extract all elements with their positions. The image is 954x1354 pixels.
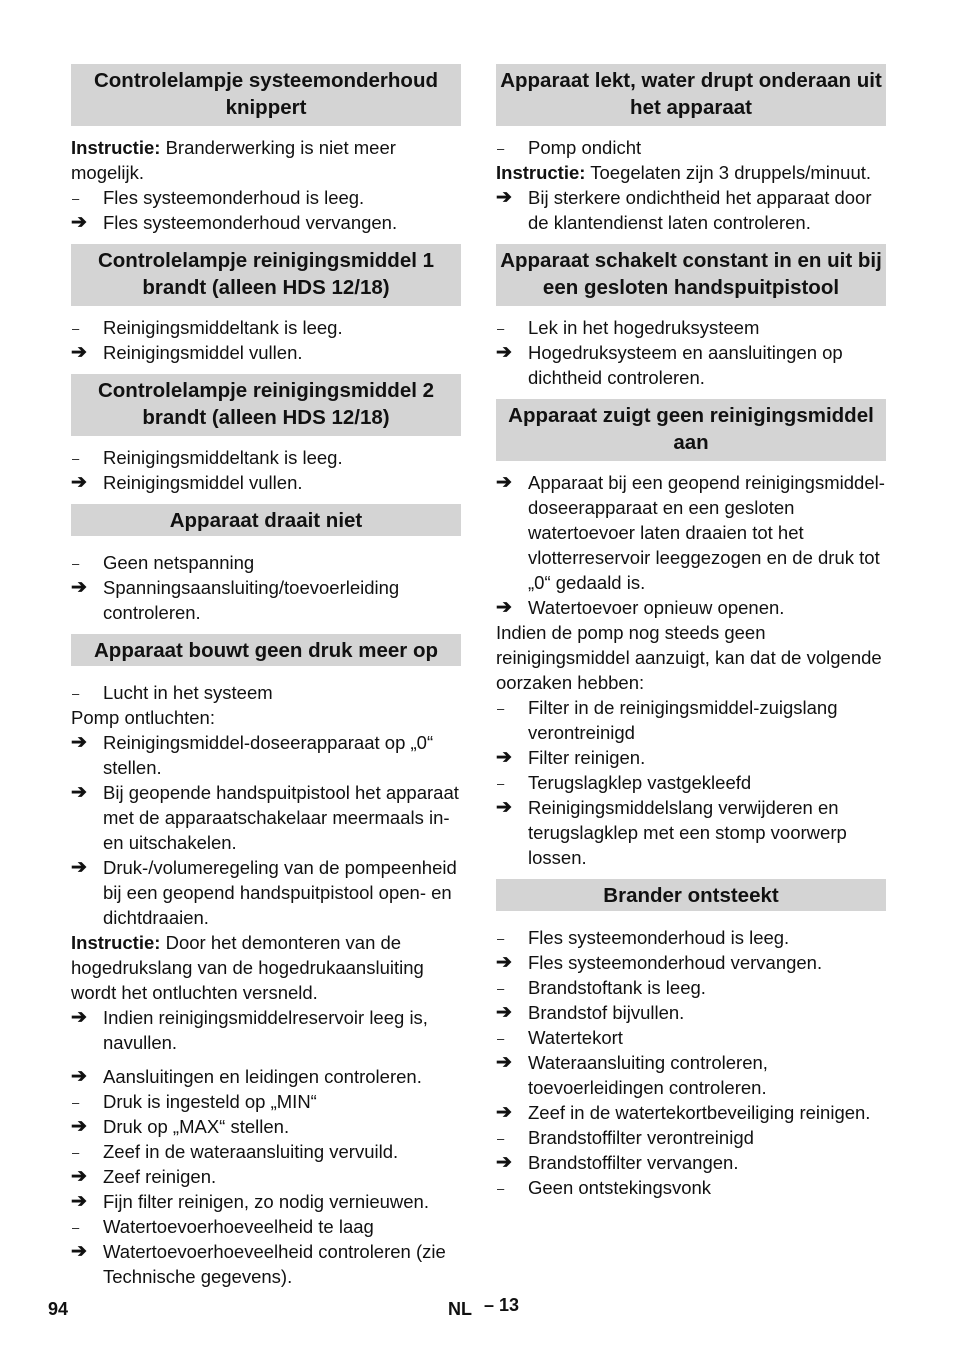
- body-text: Pomp ontluchten:: [71, 707, 215, 728]
- remedy-item: [71, 1239, 461, 1289]
- dash-bullet-icon: –: [72, 1220, 80, 1235]
- item-text: Watertoevoerhoeveelheid controleren (zie Technische gegevens).: [103, 1241, 446, 1287]
- page-footer: [0, 1297, 954, 1327]
- instruction-label: Instructie:: [71, 137, 161, 158]
- cause-item: [496, 315, 886, 340]
- remedy-item: [496, 795, 886, 870]
- arrow-right-icon: ➔: [496, 342, 512, 363]
- left-column: [71, 64, 461, 1289]
- right-column: [496, 64, 886, 1200]
- instruction-text: Branderwerking is niet meer mogelijk.: [71, 137, 396, 183]
- arrow-right-icon: ➔: [496, 797, 512, 818]
- item-text: Lucht in het systeem: [103, 682, 273, 703]
- instruction-note: [71, 135, 461, 185]
- instruction-label: Instructie:: [71, 932, 161, 953]
- remedy-item: [71, 340, 461, 365]
- arrow-right-icon: ➔: [496, 187, 512, 208]
- cause-item: [496, 695, 886, 745]
- item-text: Druk is ingesteld op „MIN“: [103, 1091, 317, 1112]
- section-heading: Brander ontsteekt: [496, 879, 886, 911]
- dash-bullet-icon: –: [72, 1095, 80, 1110]
- item-text: Reinigingsmiddeltank is leeg.: [103, 447, 343, 468]
- item-text: Zeef reinigen.: [103, 1166, 217, 1187]
- item-text: Wateraansluiting controleren, toevoerleidingen controleren.: [528, 1052, 768, 1098]
- section-heading: Controlelampje systeemonderhoud knippert: [71, 64, 461, 126]
- arrow-right-icon: ➔: [71, 212, 87, 233]
- dash-bullet-icon: –: [497, 321, 505, 336]
- remedy-item: [71, 730, 461, 780]
- dash-bullet-icon: –: [497, 141, 505, 156]
- dash-bullet-icon: –: [72, 191, 80, 206]
- remedy-item: [496, 1000, 886, 1025]
- dash-bullet-icon: –: [72, 1145, 80, 1160]
- remedy-item: [496, 745, 886, 770]
- cause-item: [71, 185, 461, 210]
- item-text: Fles systeemonderhoud is leeg.: [103, 187, 365, 208]
- dash-bullet-icon: –: [497, 1131, 505, 1146]
- remedy-item: [496, 595, 886, 620]
- item-text: Reinigingsmiddel vullen.: [103, 342, 303, 363]
- item-text: Spanningsaansluiting/toevoerleiding controleren.: [103, 577, 400, 623]
- cause-item: [496, 770, 886, 795]
- arrow-right-icon: ➔: [71, 1166, 87, 1187]
- cause-item: [496, 1125, 886, 1150]
- item-text: Hogedruksysteem en aansluitingen op dichtheid controleren.: [528, 342, 843, 388]
- item-text: Zeef in de wateraansluiting vervuild.: [103, 1141, 399, 1162]
- section-heading: Apparaat draait niet: [71, 504, 461, 536]
- arrow-right-icon: ➔: [496, 1102, 512, 1123]
- item-text: Reinigingsmiddeltank is leeg.: [103, 317, 343, 338]
- arrow-right-icon: ➔: [496, 1002, 512, 1023]
- arrow-right-icon: ➔: [71, 472, 87, 493]
- arrow-right-icon: ➔: [496, 747, 512, 768]
- remedy-item: [71, 1189, 461, 1214]
- section-heading: Apparaat schakelt constant in en uit bij een gesloten handspuitpistool: [496, 244, 886, 306]
- remedy-item: [71, 780, 461, 855]
- cause-item: [496, 1025, 886, 1050]
- item-text: Watertekort: [528, 1027, 623, 1048]
- item-text: Filter in de reinigingsmiddel-zuigslang verontreinigd: [528, 697, 838, 743]
- arrow-right-icon: ➔: [496, 1052, 512, 1073]
- arrow-right-icon: ➔: [71, 782, 87, 803]
- remedy-item: [71, 1114, 461, 1139]
- arrow-right-icon: ➔: [71, 1007, 87, 1028]
- section-heading: Controlelampje reinigingsmiddel 1 brandt (alleen HDS 12/18): [71, 244, 461, 306]
- item-text: Reinigingsmiddelslang verwijderen en terugslagklep met een stomp voorwerp lossen.: [528, 797, 847, 868]
- dash-bullet-icon: –: [497, 1181, 505, 1196]
- arrow-right-icon: ➔: [71, 1241, 87, 1262]
- item-text: Aansluitingen en leidingen controleren.: [103, 1066, 422, 1087]
- item-text: Indien reinigingsmiddelreservoir leeg is, navullen.: [103, 1007, 428, 1053]
- remedy-item: [496, 340, 886, 390]
- arrow-right-icon: ➔: [71, 577, 87, 598]
- item-text: Brandstof bijvullen.: [528, 1002, 685, 1023]
- item-text: Pomp ondicht: [528, 137, 642, 158]
- arrow-right-icon: ➔: [71, 1191, 87, 1212]
- arrow-right-icon: ➔: [496, 952, 512, 973]
- cause-item: [71, 550, 461, 575]
- item-text: Druk op „MAX“ stellen.: [103, 1116, 290, 1137]
- instruction-label: Instructie:: [496, 162, 586, 183]
- arrow-right-icon: ➔: [496, 597, 512, 618]
- cause-item: [496, 1175, 886, 1200]
- remedy-item: [71, 1064, 461, 1089]
- item-text: Zeef in de watertekortbeveiliging reinigen.: [528, 1102, 871, 1123]
- dash-bullet-icon: –: [497, 931, 505, 946]
- dash-bullet-icon: –: [72, 451, 80, 466]
- remedy-item: [71, 855, 461, 930]
- dash-bullet-icon: –: [72, 686, 80, 701]
- cause-item: [496, 135, 886, 160]
- arrow-right-icon: ➔: [496, 472, 512, 493]
- item-text: Bij sterkere ondichtheid het apparaat door de klantendienst laten controleren.: [528, 187, 872, 233]
- remedy-item: [496, 470, 886, 595]
- cause-item: [71, 680, 461, 705]
- item-text: Terugslagklep vastgekleefd: [528, 772, 752, 793]
- body-text: Indien de pomp nog steeds geen reinigingsmiddel aanzuigt, kan dat de volgende oorzaken hebben:: [496, 622, 882, 693]
- dash-bullet-icon: –: [72, 321, 80, 336]
- instruction-text: Door het demonteren van de hogedrukslang van de hogedrukaansluiting wordt het ontluchten versneld.: [71, 932, 424, 1003]
- section-heading: Apparaat zuigt geen reinigingsmiddel aan: [496, 399, 886, 461]
- arrow-right-icon: ➔: [71, 1116, 87, 1137]
- item-text: Druk-/volumeregeling van de pompeenheid bij een geopend handspuitpistool open- en dichtdraaien.: [103, 857, 457, 928]
- arrow-right-icon: ➔: [71, 342, 87, 363]
- remedy-item: [496, 1100, 886, 1125]
- item-text: Geen netspanning: [103, 552, 255, 573]
- remedy-item: [71, 575, 461, 625]
- item-text: Watertoevoerhoeveelheid te laag: [103, 1216, 374, 1237]
- language-code: NL: [448, 1299, 472, 1319]
- item-text: Brandstoffilter verontreinigd: [528, 1127, 754, 1148]
- remedy-item: [71, 1005, 461, 1055]
- item-text: Watertoevoer opnieuw openen.: [528, 597, 785, 618]
- item-text: Bij geopende handspuitpistool het apparaat met de apparaatschakelaar meermaals in- en uitschakelen.: [103, 782, 459, 853]
- section-heading: Apparaat bouwt geen druk meer op: [71, 634, 461, 666]
- item-text: Lek in het hogedruksysteem: [528, 317, 760, 338]
- cause-item: [71, 315, 461, 340]
- item-text: Fijn filter reinigen, zo nodig vernieuwen.: [103, 1191, 429, 1212]
- item-text: Fles systeemonderhoud is leeg.: [528, 927, 790, 948]
- remedy-item: [496, 185, 886, 235]
- item-text: Filter reinigen.: [528, 747, 646, 768]
- remedy-item: [71, 470, 461, 495]
- cause-item: [496, 975, 886, 1000]
- instruction-note: [496, 160, 886, 185]
- remedy-item: [71, 1164, 461, 1189]
- instruction-text: Toegelaten zijn 3 druppels/minuut.: [590, 162, 872, 183]
- sub-page-number: – 13: [484, 1295, 520, 1315]
- item-text: Reinigingsmiddel-doseerapparaat op „0“ stellen.: [103, 732, 434, 778]
- arrow-right-icon: ➔: [71, 732, 87, 753]
- dash-bullet-icon: –: [497, 701, 505, 716]
- item-text: Reinigingsmiddel vullen.: [103, 472, 303, 493]
- section-heading: Apparaat lekt, water drupt onderaan uit het apparaat: [496, 64, 886, 126]
- cause-item: [71, 1139, 461, 1164]
- item-text: Fles systeemonderhoud vervangen.: [528, 952, 823, 973]
- dash-bullet-icon: –: [497, 1031, 505, 1046]
- remedy-item: [496, 1050, 886, 1100]
- remedy-item: [71, 210, 461, 235]
- cause-item: [71, 1214, 461, 1239]
- arrow-right-icon: ➔: [496, 1152, 512, 1173]
- item-text: Fles systeemonderhoud vervangen.: [103, 212, 398, 233]
- cause-item: [71, 445, 461, 470]
- cause-item: [496, 925, 886, 950]
- section-heading: Controlelampje reinigingsmiddel 2 brandt (alleen HDS 12/18): [71, 374, 461, 436]
- item-text: Apparaat bij een geopend reinigingsmiddel-doseerapparaat en een gesloten watertoevoer laten draaien tot het vlotterreservoir leeggezogen en de druk tot „0“ gedaald is.: [528, 472, 885, 593]
- dash-bullet-icon: –: [497, 981, 505, 996]
- arrow-right-icon: ➔: [71, 1066, 87, 1087]
- item-text: Brandstoftank is leeg.: [528, 977, 706, 998]
- cause-item: [71, 1089, 461, 1114]
- item-text: Geen ontstekingsvonk: [528, 1177, 712, 1198]
- instruction-note: [71, 930, 461, 1005]
- dash-bullet-icon: –: [497, 776, 505, 791]
- remedy-item: [496, 950, 886, 975]
- dash-bullet-icon: –: [72, 556, 80, 571]
- arrow-right-icon: ➔: [71, 857, 87, 878]
- remedy-item: [496, 1150, 886, 1175]
- page-number: 94: [48, 1299, 69, 1319]
- item-text: Brandstoffilter vervangen.: [528, 1152, 739, 1173]
